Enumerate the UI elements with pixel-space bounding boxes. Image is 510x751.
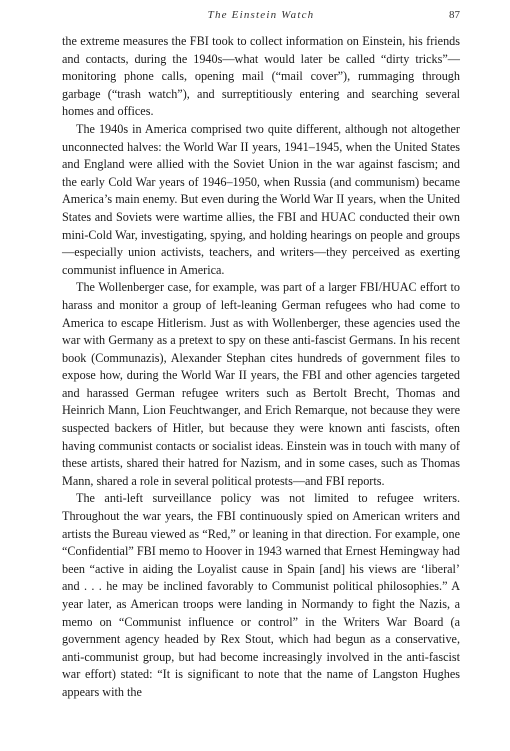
running-title: The Einstein Watch [207,9,315,21]
paragraph-3: The Wollenberger case, for example, was part of a larger FBI/HUAC effort to harass and monitor a group of left-leaning German refugees who had come to America to escape Hitlerism. Just as with Wollenberger, these agencies used the war with Germany as a pretext to spy on these anti-fascist Germans. In his recent book (Communazis), Alexander Stephan cites hundreds of government files to expose how, during the World War II years, the FBI and other agencies targeted and harassed German refugee writers such as Bertolt Brecht, Thomas and Heinrich Mann, Lion Feuchtwanger, and Erich Remarque, not because they were suspected backers of Hitler, but because they were known anti fascists, often having communist contacts or socialist ideas. Einstein was in touch with many of these artists, shared their hatred for Nazism, and in some cases, such as Thomas Mann, shared a role in several political protests—and FBI reports. [62,280,460,488]
paragraph-4: The anti-left surveillance policy was not limited to refugee writers. Throughout the war years, the FBI continuously spied on American writers and artists the Bureau viewed as “Red,” or leaning in that direction. For example, one “Confidential” FBI memo to Hoover in 1943 warned that Ernest Hemingway had been “active in aiding the Loyalist cause in Spain [and] his views are ‘liberal’ and . . . he may be inclined favorably to Communist political philosophies.” A year later, as American troops were landing in Normandy to fight the Nazis, a memo on “Communist influence or control” in the Writers War Board (a government agency headed by Rex Stout, which had begun as a conservative, anti-communist group, but had become increasingly involved in the anti-fascist war effort) stated: “It is significant to note that the name of Langston Hughes appears with the [62,491,460,699]
paragraph-2: The 1940s in America comprised two quite different, although not altogether unconnected halves: the World War II years, 1941–1945, when the United States and England were allied with the Soviet Union in the war against fascism; and the early Cold War years of 1946–1950, when Russia (and communism) became America’s main enemy. But even during the World War II years, when the United States and Soviets were wartime allies, the FBI and HUAC conducted their own mini-Cold War, investigating, spying, and holding hearings on people and groups—especially union activists, teachers, and writers—they perceived as exerting communist influence in America. [62,121,460,277]
running-head [62,9,460,25]
paragraph-1: the extreme measures the FBI took to collect information on Einstein, his friends and contacts, during the 1940s—what would later be called “dirty tricks”—monitoring phone calls, opening mail (“mail cover”), rummaging through garbage (“trash watch”), and surreptitiously entering and searching several homes and offices. [62,34,460,119]
text-body [62,33,460,702]
page-number: 87 [449,9,460,21]
